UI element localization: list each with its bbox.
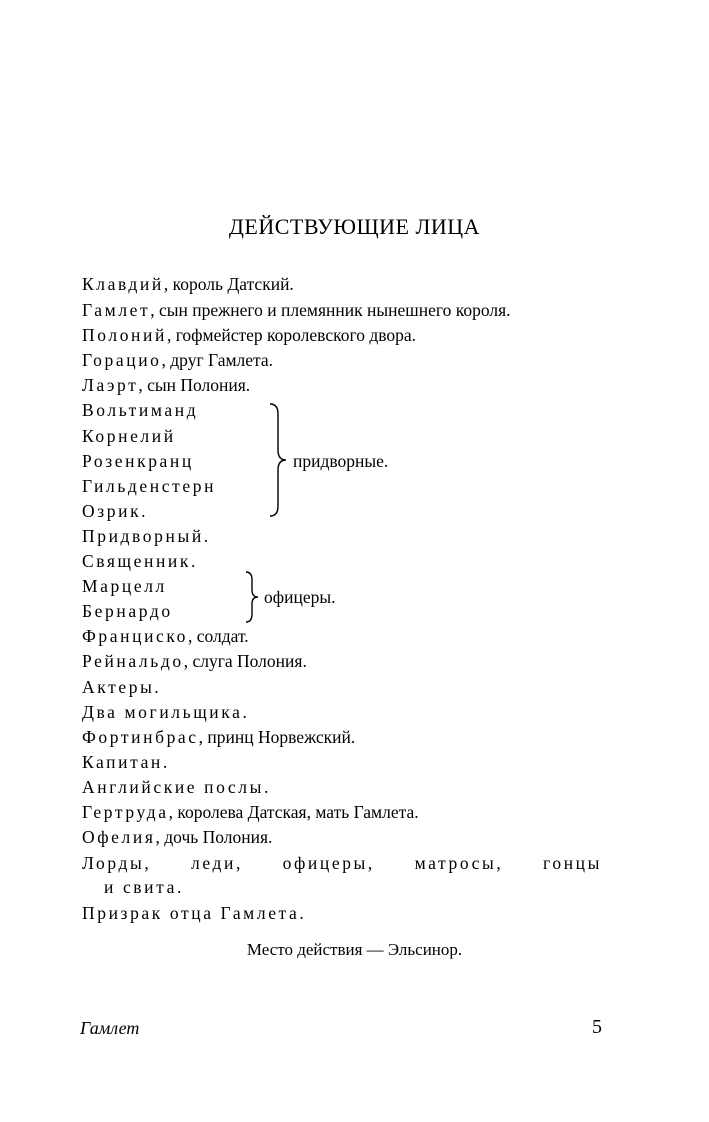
officers-brace-icon bbox=[244, 570, 260, 624]
lords-line bbox=[82, 852, 602, 874]
character-line: Два могильщика. bbox=[82, 702, 250, 722]
character-line: Придворный. bbox=[82, 526, 211, 546]
courtier-name: Гильденстерн bbox=[82, 476, 217, 496]
character-line: Фортинбрас, принц Норвежский. bbox=[82, 727, 356, 747]
character-line: Рейнальдо, слуга Полония. bbox=[82, 651, 307, 671]
character-line: Горацио, друг Гамлета. bbox=[82, 350, 274, 370]
lords-word: офицеры, bbox=[282, 853, 375, 873]
character-line: Капитан. bbox=[82, 752, 170, 772]
character-line: Полоний, гофмейстер королевского двора. bbox=[82, 325, 417, 345]
character-line: Клавдий, король Датский. bbox=[82, 274, 294, 294]
character-line: Священник. bbox=[82, 551, 198, 571]
lords-word: Лорды, bbox=[82, 853, 152, 873]
officer-name: Марцелл bbox=[82, 576, 167, 596]
character-line: Английские послы. bbox=[82, 777, 271, 797]
character-line: Актеры. bbox=[82, 677, 162, 697]
courtier-name: Корнелий bbox=[82, 426, 176, 446]
courtiers-label: придворные. bbox=[293, 451, 389, 471]
officers-label: офицеры. bbox=[264, 587, 336, 607]
courtier-name: Озрик. bbox=[82, 501, 149, 521]
character-line: Офелия, дочь Полония. bbox=[82, 827, 273, 847]
courtier-name: Вольтиманд bbox=[82, 400, 199, 420]
ghost-line: Призрак отца Гамлета. bbox=[82, 903, 307, 923]
character-line: Лаэрт, сын Полония. bbox=[82, 375, 251, 395]
setting-note: Место действия — Эльсинор. bbox=[246, 940, 463, 959]
character-line: Франциско, солдат. bbox=[82, 626, 249, 646]
character-line: Гамлет, сын прежнего и племянник нынешнего короля. bbox=[82, 300, 511, 320]
lords-word: гонцы bbox=[543, 853, 602, 873]
lords-word: матросы, bbox=[414, 853, 504, 873]
page-number: 5 bbox=[592, 1016, 602, 1038]
courtiers-brace-icon bbox=[268, 402, 288, 518]
page-title: ДЕЙСТВУЮЩИЕ ЛИЦА bbox=[228, 214, 481, 239]
running-footer-title: Гамлет bbox=[80, 1018, 140, 1038]
lords-word: леди, bbox=[191, 853, 243, 873]
officer-name: Бернардо bbox=[82, 601, 173, 621]
courtier-name: Розенкранц bbox=[82, 451, 194, 471]
lords-continuation: и свита. bbox=[104, 877, 184, 897]
character-line: Гертруда, королева Датская, мать Гамлета. bbox=[82, 802, 419, 822]
